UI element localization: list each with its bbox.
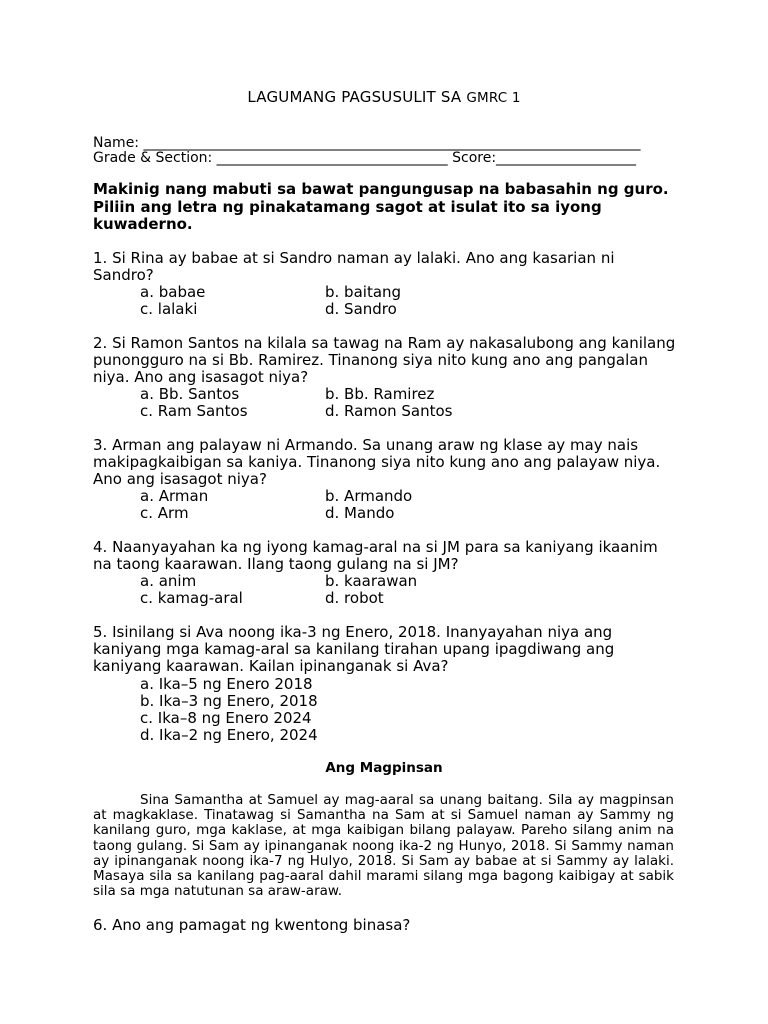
choice-a: a. Ika–5 ng Enero 2018 [140, 675, 313, 693]
choice-d: d. Mando [325, 504, 395, 522]
question-1: 1. Si Rina ay babae at si Sandro naman ay lalaki. Ano ang kasarian ni Sandro? [93, 249, 615, 284]
question-4: 4. Naanyayahan ka ng iyong kamag-aral na si JM para sa kaniyang ikaanim na taong kaarawan. Ilang taong gulang na si JM? [93, 538, 658, 573]
page-title [0, 88, 768, 106]
choice-c: c. lalaki [140, 300, 198, 318]
title-subject: GMRC 1 [466, 90, 521, 106]
question-2: 2. Si Ramon Santos na kilala sa tawag na Ram ay nakasalubong ang kanilang punongguro na si Bb. Ramirez. Tinanong siya nito kung ano ang pangalan niya. Ano ang isasagot niya? [93, 334, 676, 386]
choice-a: a. Bb. Santos [140, 385, 240, 403]
choice-a: a. Arman [140, 487, 209, 505]
choice-d: d. robot [325, 589, 384, 607]
choice-a: a. anim [140, 572, 197, 590]
choice-d: d. Ika–2 ng Enero, 2024 [140, 726, 318, 744]
choice-c: c. Ika–8 ng Enero 2024 [140, 709, 312, 727]
question-3: 3. Arman ang palayaw ni Armando. Sa unang araw ng klase ay may nais makipagkaibigan sa kaniya. Tinanong siya nito kung ano ang palayaw niya. Ano ang isasagot niya? [93, 436, 661, 488]
name-field: Name: _______________________________________________________________________ [93, 135, 641, 151]
grade-score-field: Grade & Section: _________________________________ Score:____________________ [93, 150, 637, 166]
question-1-choices [140, 284, 525, 318]
choice-c: c. Arm [140, 504, 189, 522]
question-2-choices [140, 386, 525, 420]
question-4-choices [140, 573, 525, 607]
story-body: Sina Samantha at Samuel ay mag-aaral sa unang baitang. Sila ay magpinsan at magkaklase. Tinatawag si Samantha na Sam at si Samuel naman ay Sammy ng kanilang guro, mga kaklase, at mga kaibigan bilang palayaw. Pareho silang anim na taong gulang. Si Sam ay ipinanganak noong ika-2 ng Hunyo, 2018. Si Sammy naman ay ipinanganak noong ika-7 ng Hulyo, 2018. Si Sam ay babae at si Sammy ay lalaki. Masaya sila sa kanilang pag-aaral dahil marami silang mga bagong kaibigay at sabik sila sa mga natutunan sa araw-araw. [93, 792, 674, 900]
choice-d: d. Sandro [325, 300, 397, 318]
question-6: 6. Ano ang pamagat ng kwentong binasa? [93, 916, 411, 934]
choice-b: b. Ika–3 ng Enero, 2018 [140, 692, 318, 710]
choice-b: b. Bb. Ramirez [325, 385, 435, 403]
choice-d: d. Ramon Santos [325, 402, 453, 420]
question-3-choices [140, 488, 525, 522]
choice-c: c. Ram Santos [140, 402, 248, 420]
story-title: Ang Magpinsan [325, 760, 443, 776]
question-5: 5. Isinilang si Ava noong ika-3 ng Enero, 2018. Inanyayahan niya ang kaniyang mga kamag-aral sa kanilang tirahan upang ipagdiwang ang kaniyang kaarawan. Kailan ipinanganak si Ava? [93, 623, 615, 675]
choice-b: b. kaarawan [325, 572, 418, 590]
choice-a: a. babae [140, 283, 206, 301]
choice-c: c. kamag-aral [140, 589, 243, 607]
instructions: Makinig nang mabuti sa bawat pangungusap na babasahin ng guro. Piliin ang letra ng pinakatamang sagot at isulat ito sa iyong kuwaderno. [93, 180, 669, 233]
choice-b: b. Armando [325, 487, 413, 505]
title-main: LAGUMANG PAGSUSULIT SA [247, 88, 467, 106]
question-5-choices [140, 676, 318, 744]
choice-b: b. baitang [325, 283, 402, 301]
